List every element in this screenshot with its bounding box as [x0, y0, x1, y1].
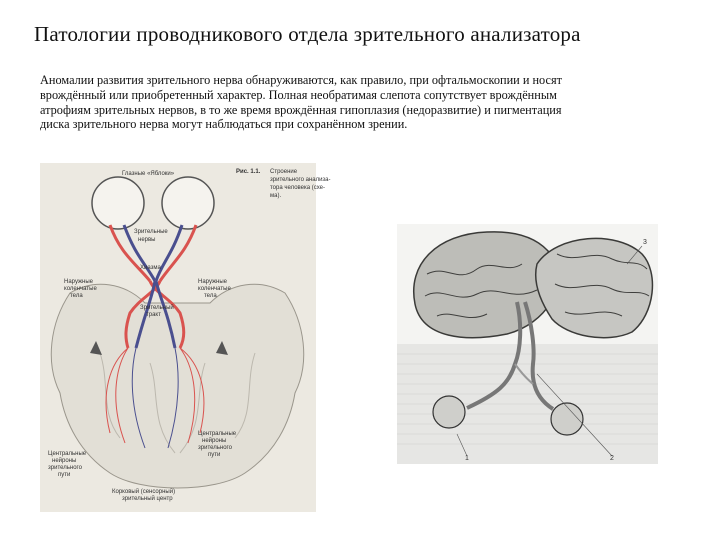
label-cortex: Корковый (сенсорный)	[112, 489, 176, 495]
svg-text:пути: пути	[58, 472, 71, 478]
paragraph	[40, 73, 700, 132]
svg-text:тела: тела	[70, 293, 83, 299]
brain-illustration	[397, 224, 658, 464]
figure2-label: 3	[643, 239, 647, 246]
visual-pathway-diagram	[40, 163, 331, 512]
svg-text:коленчатые: коленчатые	[198, 286, 231, 292]
svg-text:зрительный центр: зрительный центр	[122, 496, 173, 502]
svg-text:коленчатые: коленчатые	[64, 286, 97, 292]
label-eyes: Глазные «Яблоки»	[122, 171, 175, 177]
svg-text:нейроны: нейроны	[202, 438, 227, 444]
slide-title: Патологии проводникового отдела зрительного анализатора	[34, 22, 581, 46]
svg-text:зрительного: зрительного	[198, 445, 232, 451]
paragraph-line: врождённый или приобретенный характер. Полная необратимая слепота сопутствует врождённым	[40, 87, 557, 102]
label-lgb-left: Наружные	[64, 279, 93, 285]
label-tract: Зрительный	[140, 305, 174, 311]
svg-text:зрительного: зрительного	[48, 465, 82, 471]
label-lgb-right: Наружные	[198, 279, 227, 285]
svg-text:тракт: тракт	[146, 312, 161, 318]
label-chiasm: Хиазма	[140, 265, 161, 271]
svg-text:нервы: нервы	[138, 237, 156, 243]
svg-text:зрительного анализа-: зрительного анализа-	[270, 177, 331, 183]
label-optic-nerves: Зрительные	[134, 229, 168, 235]
svg-text:тела: тела	[204, 293, 217, 299]
svg-text:тора человека (схе-: тора человека (схе-	[270, 185, 326, 191]
figure2-label: 2	[610, 455, 614, 462]
figure-caption-number: Рис. 1.1.	[236, 169, 261, 175]
paragraph-line: диска зрительного нерва могут наблюдаться при сохранённом зрении.	[40, 117, 408, 132]
paragraph-line: атрофиям зрительных нервов, в то же время врождённая гипоплазия (недоразвитие) и пигментация	[40, 102, 562, 117]
paragraph-line: Аномалии развития зрительного нерва обнаруживаются, как правило, при офтальмоскопии и носят	[40, 73, 562, 87]
label-central-right: Центральные	[198, 431, 237, 437]
figure-caption-line: Строение	[270, 169, 298, 175]
svg-text:пути: пути	[208, 452, 221, 458]
svg-text:нейроны: нейроны	[52, 458, 77, 464]
label-central-left: Центральные	[48, 451, 87, 457]
svg-text:ма).: ма).	[270, 193, 282, 199]
figure2-label: 1	[465, 455, 469, 462]
